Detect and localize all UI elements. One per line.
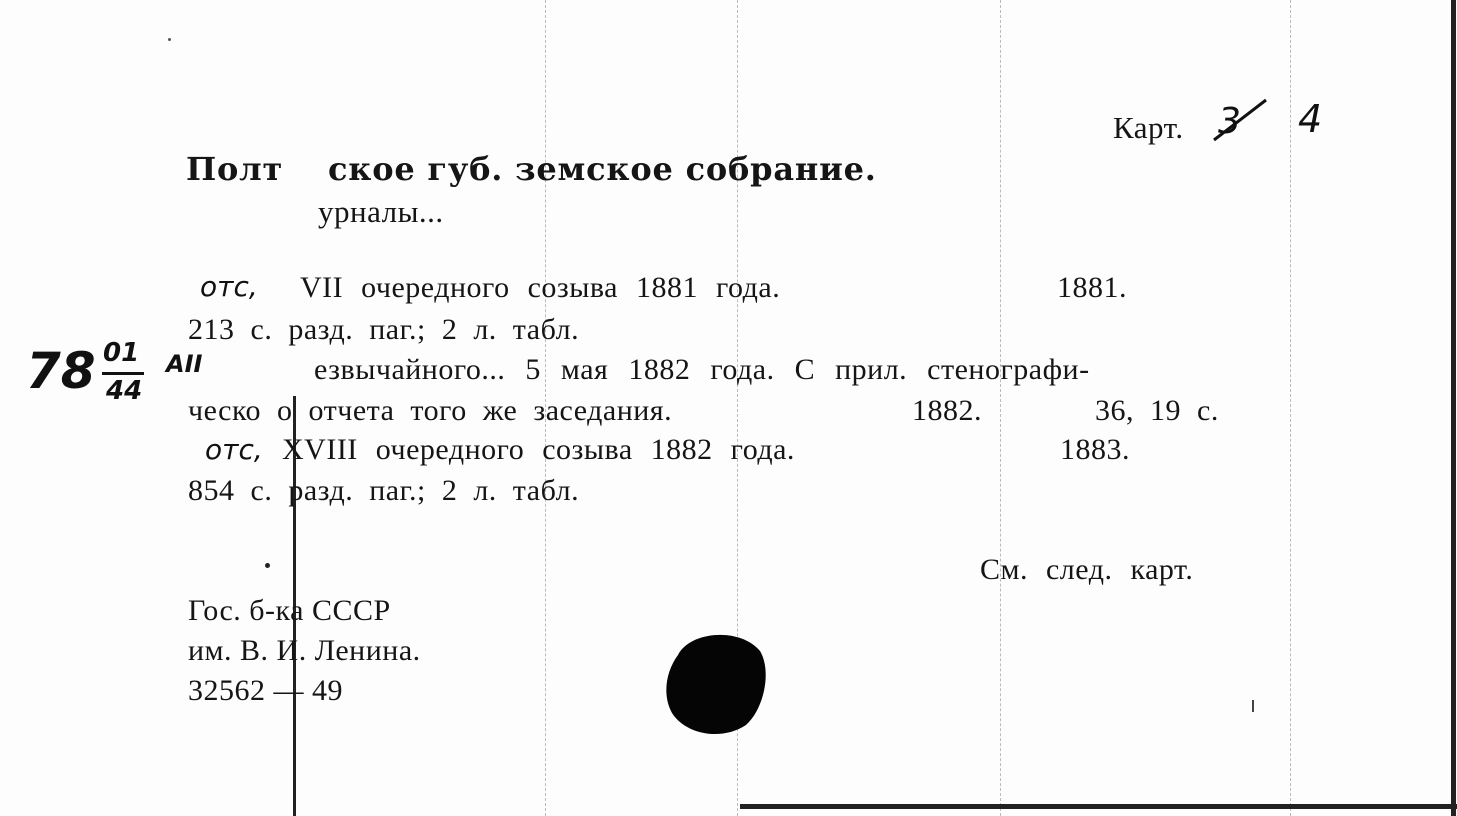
entry-pages: 36, 19 с. [1095,394,1219,427]
scan-line [1290,0,1291,816]
library-code: 32562 — 49 [188,674,343,707]
shelfmark-suffix: АII [166,350,203,378]
heading-part2: ское губ. земское собрание. [328,150,877,188]
ink-blot [660,625,770,740]
entry-year: 1883. [1060,433,1130,466]
card-bottom-edge [740,804,1457,809]
entry-mark: отс, [200,270,258,303]
entry-year: 1882. [912,394,982,427]
shelfmark-fraction-bottom: 44 [106,376,143,406]
speck [168,38,171,41]
entry-text: 854 с. разд. паг.; 2 л. табл. [188,474,580,507]
card-number-label: Карт. [1113,110,1184,145]
strike-mark [1210,96,1270,146]
entry-text: езвычайного... 5 мая 1882 года. С прил. стенографи- [314,353,1090,386]
scan-line [1000,0,1001,816]
heading-subtitle: урналы... [318,194,444,229]
entry-mark: отс, [205,433,263,466]
speck [265,563,270,568]
shelfmark-fraction-top: 01 [103,338,140,368]
shelfmark-fraction-bar [102,372,144,375]
entry-year: 1881. [1057,271,1127,304]
entry-text: XVIII очередного созыва 1882 года. [282,433,795,466]
entry-text: ческо о отчета того же заседания. [188,394,673,427]
entry-text: 213 с. разд. паг.; 2 л. табл. [188,313,580,346]
shelfmark-number: 78 [26,342,96,400]
card-number-handwritten: 4 [1298,97,1323,141]
library-name: Гос. б-ка СССР [188,594,391,627]
card-right-edge [1451,0,1456,816]
see-next-card: См. след. карт. [980,553,1194,586]
speck [1252,700,1254,712]
card-number-struck: 3 [1218,101,1241,142]
entry-text: VII очередного созыва 1881 года. [300,271,781,304]
heading-part1: Полт [186,150,284,188]
library-name-2: им. В. И. Ленина. [188,634,421,667]
